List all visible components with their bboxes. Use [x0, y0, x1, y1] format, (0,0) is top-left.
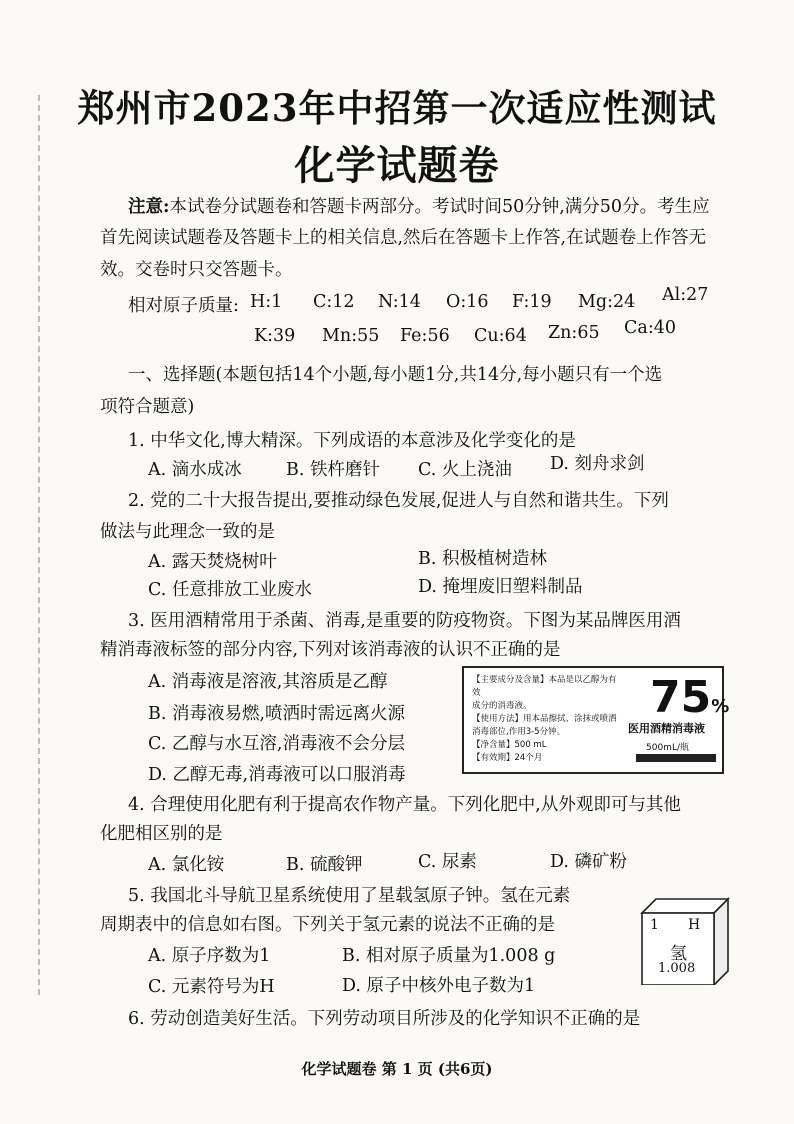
element-atomic-number: 1 — [650, 917, 659, 933]
q2-option-b: B. 积极植树造林 — [418, 549, 547, 569]
atomic-mass-al: Al:27 — [662, 285, 709, 305]
element-symbol: H — [688, 917, 701, 933]
atomic-mass-fe: Fe:56 — [400, 326, 450, 346]
q4-option-a: A. 氯化铵 — [148, 855, 225, 875]
element-name: 氢 — [670, 944, 687, 964]
atomic-mass-zn: Zn:65 — [548, 323, 600, 343]
q5-option-b: B. 相对原子质量为1.008 g — [342, 946, 556, 966]
q1-option-d: D. 刻舟求剑 — [550, 454, 645, 474]
q5-line-2: 周期表中的信息如右图。下列关于氢元素的说法不正确的是 — [100, 915, 555, 935]
page-title: 郑州市2023年中招第一次适应性测试 — [77, 86, 717, 130]
notice-label: 注意: — [128, 197, 170, 217]
q2-option-c: C. 任意排放工业废水 — [148, 580, 312, 600]
label-text: 【主要成分及含量】本品是以乙醇为有效 成分的消毒液。 【使用方法】用本品擦拭、涂抹或喷洒 消毒部位,作用3-5分钟。 【净含量】500 mL 【有效期】24个月 — [472, 675, 617, 763]
binding-margin-line — [38, 95, 40, 995]
notice-line-2: 首先阅读试题卷及答题卡上的相关信息,然后在答题卡上作答,在试题卷上作答无 — [100, 228, 707, 248]
label-volume: 500mL/瓶 — [646, 743, 689, 753]
section-heading-line-2: 项符合题意) — [100, 397, 195, 417]
q1-option-c: C. 火上浇油 — [418, 460, 512, 480]
atomic-mass-n: N:14 — [378, 292, 421, 312]
q4-line-2: 化肥相区别的是 — [100, 824, 223, 844]
atomic-mass-cu: Cu:64 — [474, 326, 527, 346]
label-product-name: 医用酒精消毒液 — [628, 722, 705, 735]
q5-option-d: D. 原子中核外电子数为1 — [342, 976, 536, 996]
atomic-mass-mn: Mn:55 — [322, 326, 380, 346]
q5-option-a: A. 原子序数为1 — [148, 946, 271, 966]
atomic-mass-o: O:16 — [446, 292, 489, 312]
q4-option-d: D. 磷矿粉 — [550, 852, 628, 872]
q5-option-c: C. 元素符号为H — [148, 977, 275, 997]
atomic-mass-c: C:12 — [313, 292, 355, 312]
q4-line-1: 4. 合理使用化肥有利于提高农作物产量。下列化肥中,从外观即可与其他 — [128, 795, 681, 815]
q1-stem: 1. 中华文化,博大精深。下列成语的本意涉及化学变化的是 — [128, 431, 576, 451]
atomic-mass-mg: Mg:24 — [578, 292, 636, 312]
q2-line-1: 2. 党的二十大报告提出,要推动绿色发展,促进人与自然和谐共生。下列 — [128, 491, 669, 511]
q1-option-b: B. 铁杵磨针 — [286, 460, 380, 480]
q3-line-1: 3. 医用酒精常用于杀菌、消毒,是重要的防疫物资。下图为某品牌医用酒 — [128, 611, 681, 631]
atomic-mass-ca: Ca:40 — [624, 318, 676, 338]
atomic-mass-h: H:1 — [250, 292, 283, 312]
q3-option-c: C. 乙醇与水互溶,消毒液不会分层 — [148, 734, 405, 754]
atomic-mass-k: K:39 — [254, 326, 296, 346]
element-mass: 1.008 — [658, 961, 696, 976]
hydrogen-element-cell — [640, 897, 730, 985]
q2-option-d: D. 掩埋废旧塑料制品 — [418, 577, 583, 597]
q3-option-b: B. 消毒液易燃,喷洒时需远离火源 — [148, 704, 406, 724]
q1-option-a: A. 滴水成冰 — [148, 460, 242, 480]
disinfectant-label-image — [462, 666, 730, 774]
page-subtitle: 化学试题卷 — [294, 142, 500, 189]
page-footer: 化学试题卷 第 1 页 (共6页) — [301, 1060, 493, 1078]
q3-line-2: 精消毒液标签的部分内容,下列对该消毒液的认识不正确的是 — [100, 640, 561, 660]
atomic-mass-f: F:19 — [512, 292, 552, 312]
atomic-mass-label: 相对原子质量: — [128, 296, 239, 316]
q3-option-d: D. 乙醇无毒,消毒液可以口服消毒 — [148, 765, 406, 785]
q3-option-a: A. 消毒液是溶液,其溶质是乙醇 — [148, 672, 388, 692]
label-color-bar — [636, 754, 716, 762]
notice-line-1: 注意:本试卷分试题卷和答题卡两部分。考试时间50分钟,满分50分。考生应 — [128, 197, 710, 217]
q6-line-1: 6. 劳动创造美好生活。下列劳动项目所涉及的化学知识不正确的是 — [128, 1009, 641, 1029]
q2-option-a: A. 露天焚烧树叶 — [148, 552, 277, 572]
notice-line-3: 效。交卷时只交答题卡。 — [100, 260, 293, 280]
section-heading-line-1: 一、选择题(本题包括14个小题,每小题1分,共14分,每小题只有一个选 — [128, 365, 663, 385]
q4-option-b: B. 硫酸钾 — [286, 855, 363, 875]
q5-line-1: 5. 我国北斗导航卫星系统使用了星载氢原子钟。氢在元素 — [128, 886, 571, 906]
label-concentration: 75% — [650, 672, 730, 723]
q4-option-c: C. 尿素 — [418, 852, 477, 872]
q2-line-2: 做法与此理念一致的是 — [100, 522, 275, 542]
